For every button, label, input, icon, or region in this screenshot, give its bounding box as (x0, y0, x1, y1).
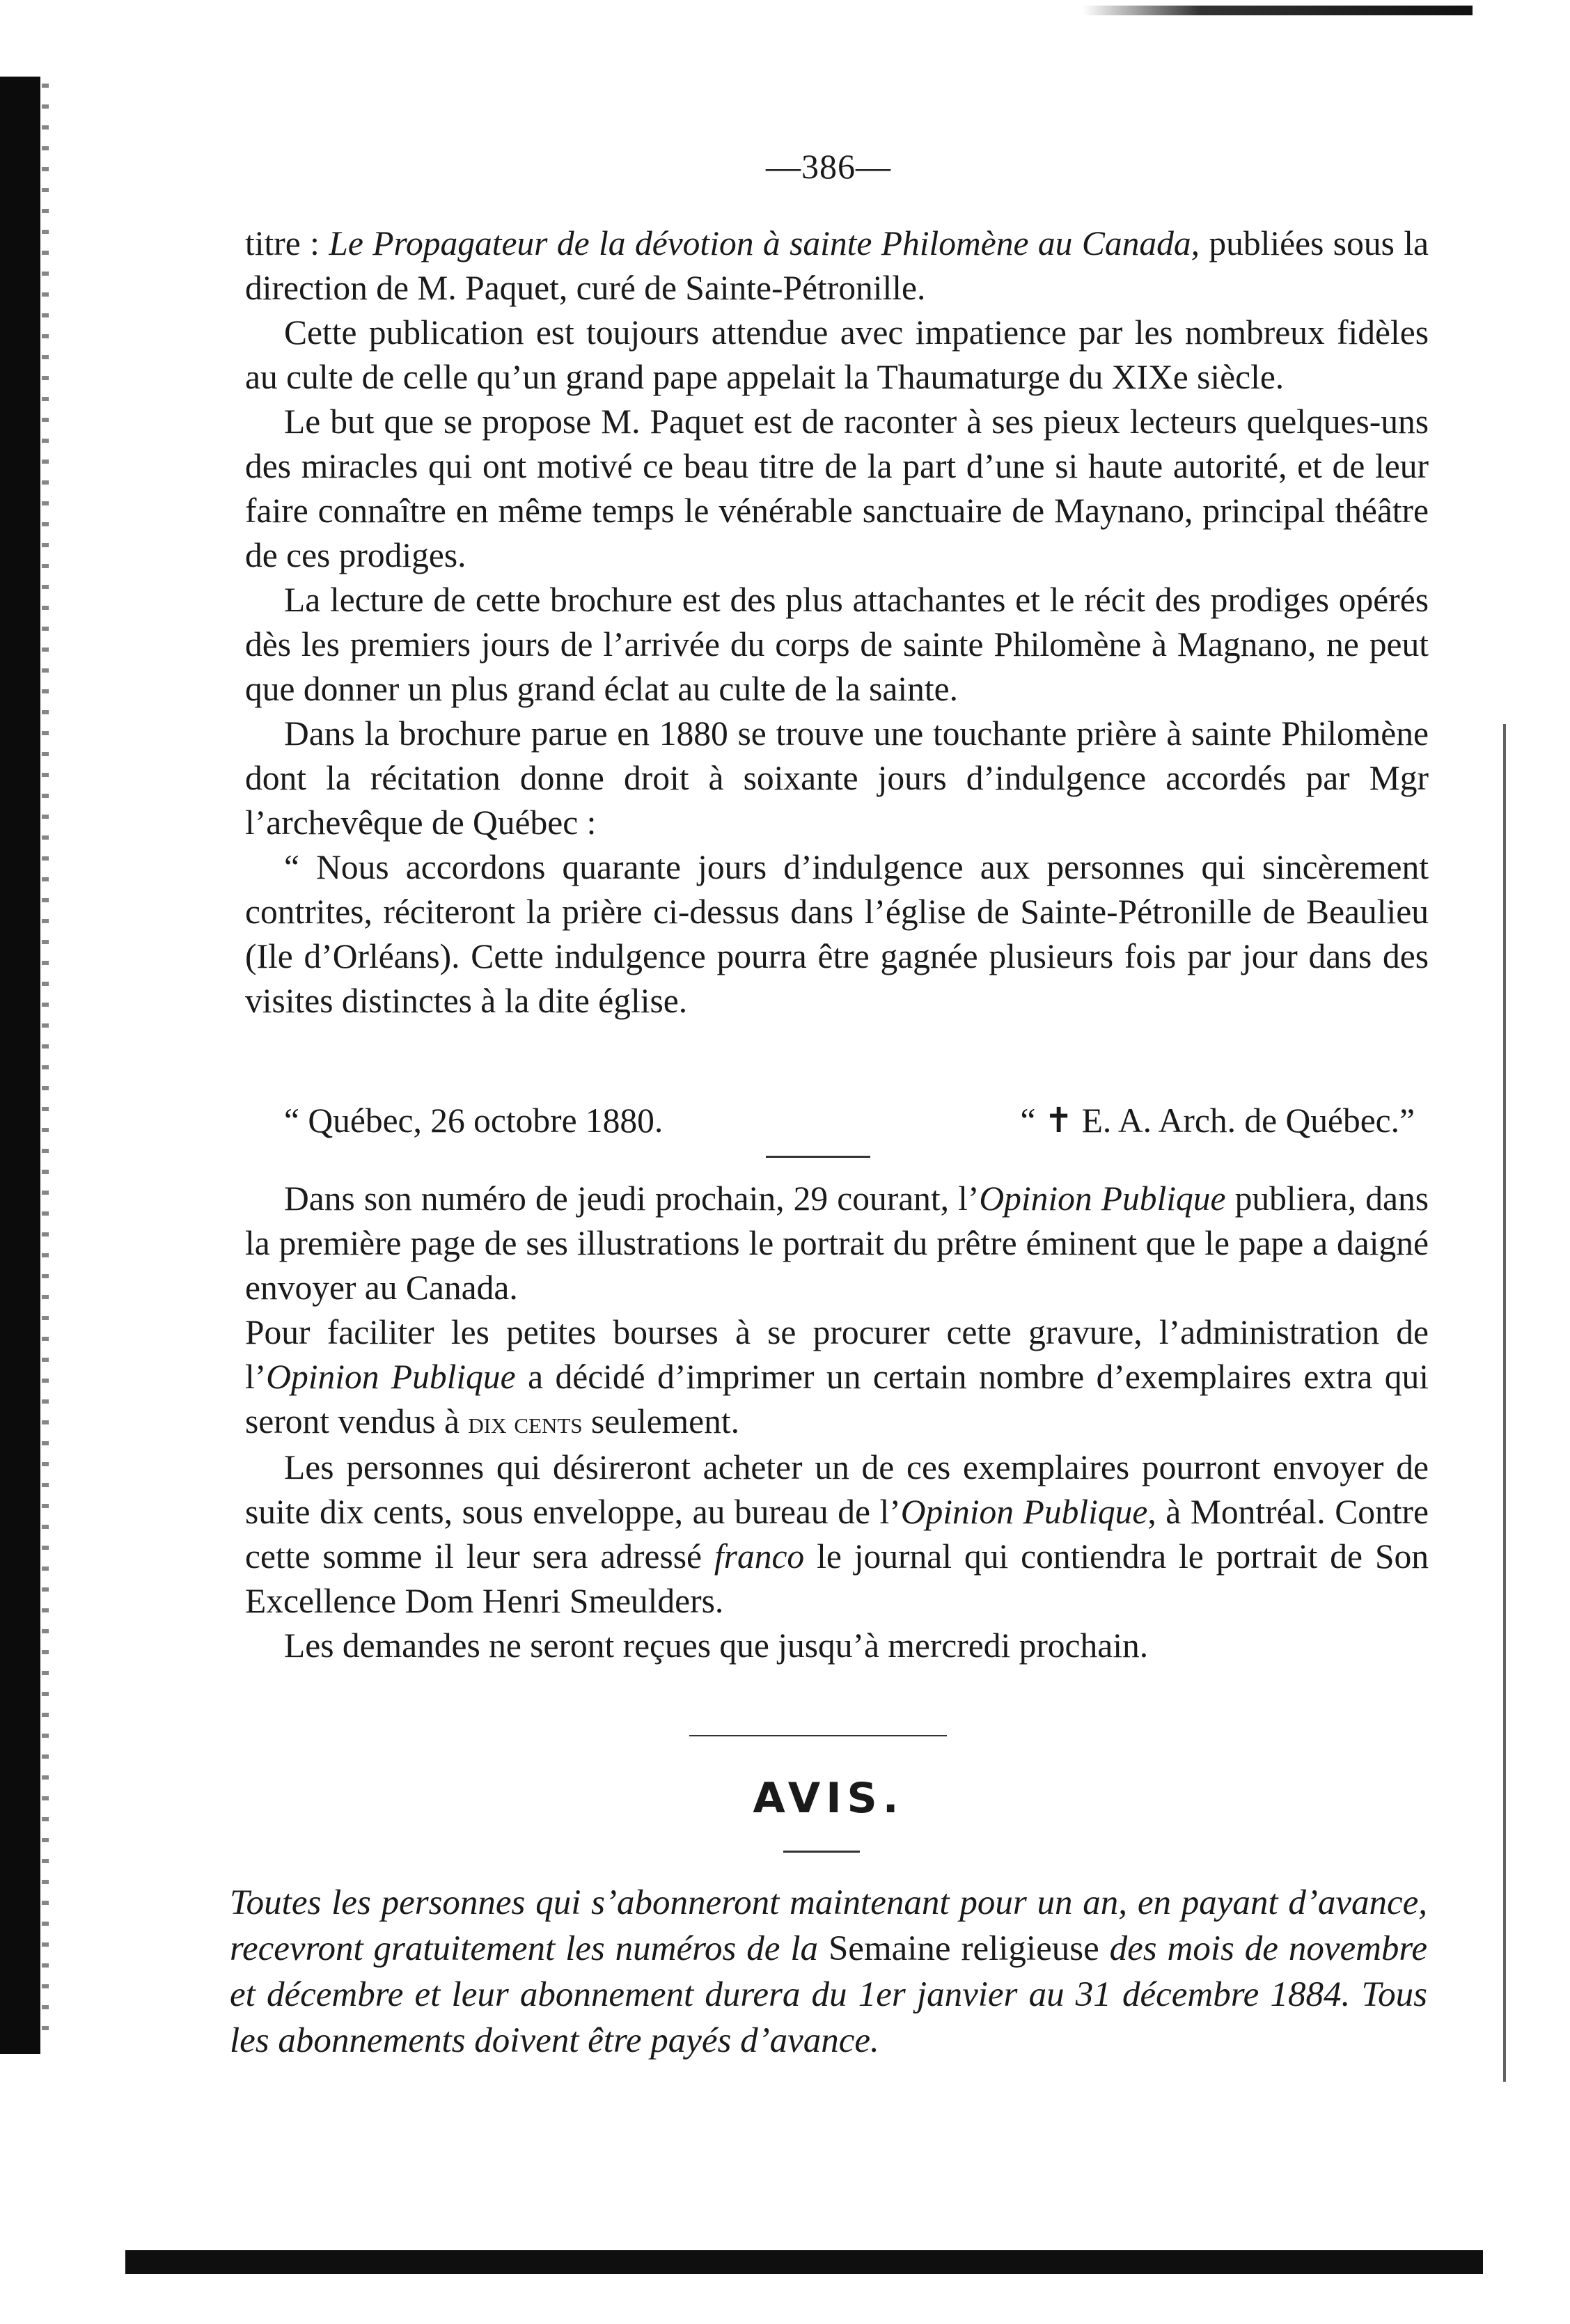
avis-underline (783, 1851, 860, 1853)
signature-date: “ Québec, 26 octobre 1880. (284, 1101, 664, 1140)
paragraph (245, 1624, 1429, 1668)
text-run: le journal qui contiendra le portrait de Son Excellence Dom Henri Smeulders. (245, 1537, 1429, 1620)
text-run: Dans la brochure parue en 1880 se trouve une touchante prière à sainte Philomène dont la récitation donne droit à soixante jours d’indulgence accordés par Mgr l’archevêque de Québec : (245, 714, 1429, 842)
paragraph (245, 578, 1429, 712)
text-run: Cette publication est toujours attendue avec impatience par les nombreux fidèles au culte de celle qu’un grand pape appelait la Thaumaturge du XIXe siècle. (245, 313, 1429, 396)
avis-title: AVIS. (753, 1774, 904, 1823)
text-run: titre : (245, 224, 329, 262)
paragraph (245, 221, 1429, 311)
text-run: “ Nous accordons quarante jours d’indulgence aux personnes qui sincèrement contrites, réciteront la prière ci-dessus dans l’église de Sainte-Pétronille de Beaulieu (Ile d’Orléans). Cette indulgence pourra être gagnée plusieurs fois par jour dans des visites distinctes à la dite église. (245, 848, 1429, 1020)
text-run: Le Propagateur de la dévotion à sainte Philomène au Canada, (329, 224, 1200, 262)
text-run: des mois de novembre et décembre et leur abonnement durera du 1er janvier au 31 décembre 1884. Tous les abonnements doivent être payés d’avance. (230, 1929, 1428, 2060)
paragraph (245, 845, 1429, 1023)
paragraph (245, 1177, 1429, 1310)
text-run: , à Montréal. Contre cette somme il leur sera adressé (245, 1493, 1429, 1576)
text-run: Opinion Publique (900, 1493, 1148, 1531)
scan-artifact-edge (42, 84, 49, 2047)
text-run: Toutes les personnes qui s’abonneront maintenant pour un an, en payant d’avance, recevront gratuitement les numéros de la (230, 1883, 1427, 1968)
text-run: franco (714, 1537, 805, 1576)
paragraph (245, 712, 1429, 845)
paragraph (245, 1445, 1429, 1624)
scan-artifact-right (1503, 724, 1506, 2082)
text-run: Les personnes qui désireront acheter un de ces exemplaires pourront envoyer de suite dix cents, sous enveloppe, au bureau de l’ (245, 1448, 1429, 1531)
article-philomene (245, 221, 1429, 1023)
separator-rule-1 (766, 1156, 870, 1158)
paragraph (245, 311, 1429, 400)
scan-artifact-bottom (125, 2250, 1483, 2274)
page-number: —386— (766, 147, 891, 186)
text-run: Le but que se propose M. Paquet est de raconter à ses pieux lecteurs quelques-uns des miracles qui ont motivé ce beau titre de la part d’une si haute autorité, et de leur faire connaître en même temps le vénérable sanctuaire de Maynano, principal théâtre de ces prodiges. (245, 402, 1429, 574)
avis-paragraph (230, 1880, 1427, 2064)
text-run: Opinion Publique (979, 1179, 1226, 1218)
text-run: dix cents (468, 1406, 583, 1440)
text-run: publiera, dans la première page de ses illustrations le portrait du prêtre éminent que le pape a daigné envoyer au Canada. (245, 1179, 1429, 1307)
text-run: Opinion Publique (266, 1358, 516, 1396)
text-run: Les demandes ne seront reçues que jusqu’à mercredi prochain. (284, 1626, 1149, 1665)
article-opinion-publique (245, 1177, 1429, 1668)
separator-rule-2 (689, 1735, 947, 1736)
avis-body (230, 1880, 1427, 2064)
text-run: Dans son numéro de jeudi prochain, 29 courant, l’ (284, 1179, 980, 1218)
paragraph (245, 400, 1429, 578)
text-run: publiées sous la direction de M. Paquet, curé de Sainte-Pétronille. (245, 224, 1429, 307)
paragraph (245, 1310, 1429, 1445)
text-run: Semaine religieuse (828, 1929, 1099, 1968)
signature-line (245, 1099, 1429, 1143)
text-run: Pour faciliter les petites bourses à se procurer cette gravure, l’administration de l’ (245, 1313, 1429, 1396)
scan-artifact-left (0, 77, 40, 2054)
text-run: La lecture de cette brochure est des plus attachantes et le récit des prodiges opérés dès les premiers jours de l’arrivée du corps de sainte Philomène à Magnano, ne peut que donner un plus grand éclat au culte de la sainte. (245, 581, 1429, 708)
text-run: a décidé d’imprimer un certain nombre d’exemplaires extra qui seront vendus à (245, 1358, 1429, 1440)
scan-artifact-top (1083, 6, 1473, 15)
text-run: seulement. (582, 1402, 740, 1440)
signature-author: “ ✝ E. A. Arch. de Québec.” (1020, 1101, 1415, 1140)
